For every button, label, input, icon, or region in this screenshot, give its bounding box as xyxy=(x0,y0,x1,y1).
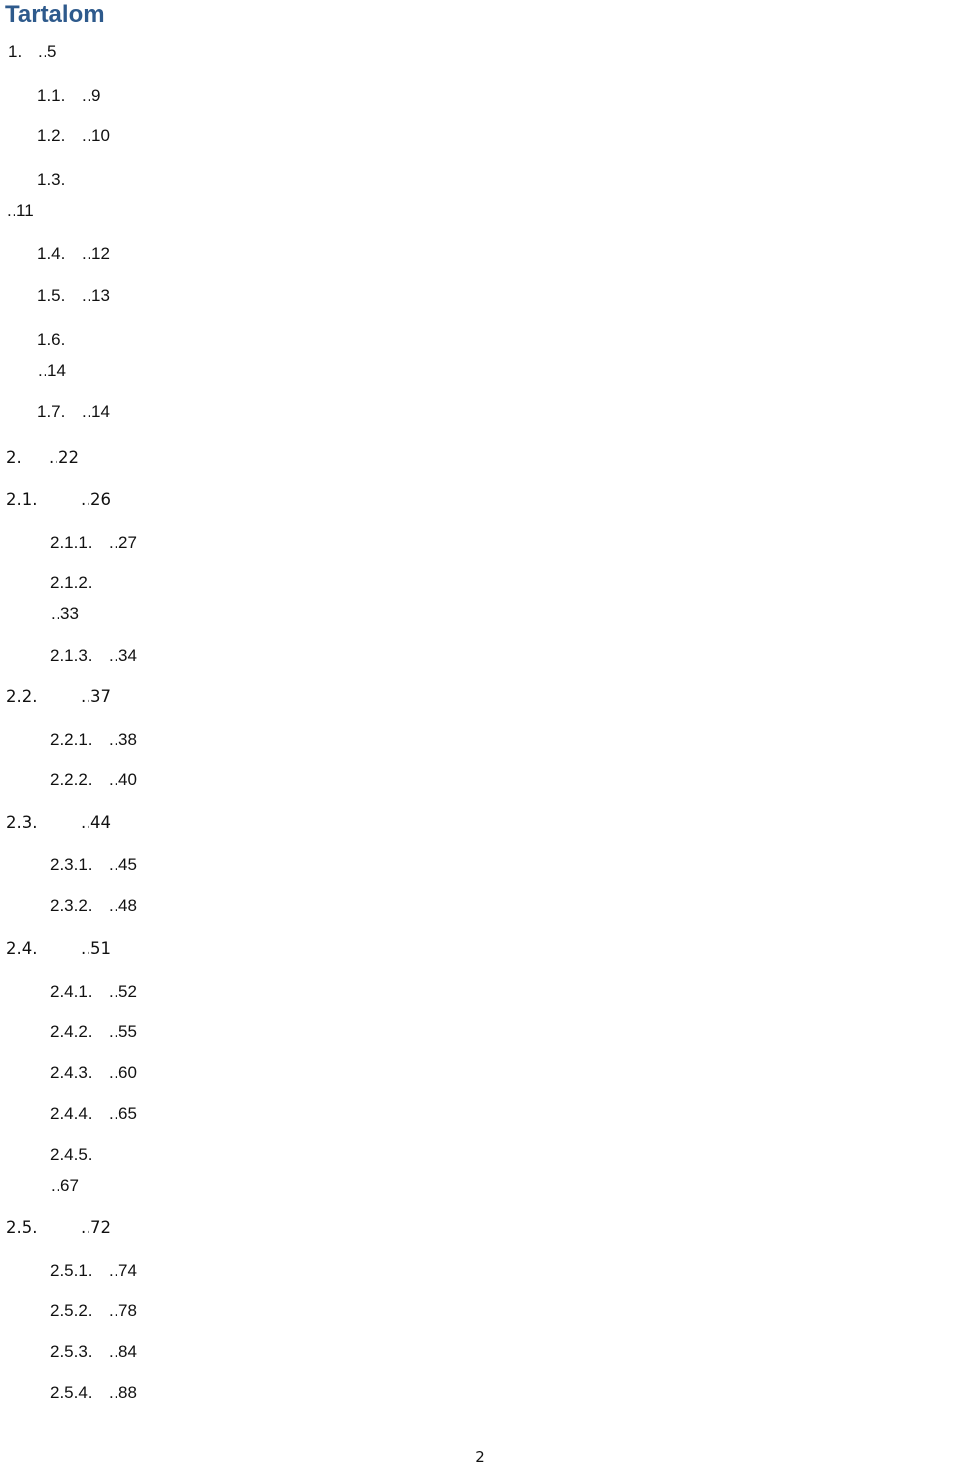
toc-page-number: 88 xyxy=(118,1383,137,1402)
toc-dot-leader xyxy=(109,1021,117,1043)
toc-dot-leader xyxy=(109,895,117,917)
toc-page-number: 11 xyxy=(16,201,34,220)
toc-entry-number: 2.4. xyxy=(6,939,38,958)
toc-entry-number: 1.1. xyxy=(37,86,66,105)
toc-page-number: 14 xyxy=(91,402,110,421)
toc-entry-number: 1.3. xyxy=(37,170,66,189)
toc-page-number: 13 xyxy=(91,286,110,305)
toc-dot-leader xyxy=(109,1103,117,1125)
toc-entry-number: 2.5. xyxy=(6,1218,38,1237)
toc-entry-number: 2.4.5. xyxy=(50,1145,93,1164)
toc-entry-number: 2.2. xyxy=(6,687,38,706)
toc-page-number: 22 xyxy=(58,448,79,467)
toc-page-number: 38 xyxy=(118,730,137,749)
toc-page-number: 37 xyxy=(90,687,111,706)
toc-dot-leader xyxy=(109,1382,117,1404)
toc-entry-number: 2. xyxy=(6,448,22,467)
toc-dot-leader xyxy=(109,1341,117,1363)
toc-entry-number: 2.5.3. xyxy=(50,1342,93,1361)
toc-entry-number: 2.1.3. xyxy=(50,646,93,665)
toc-page-number: 12 xyxy=(91,244,110,263)
toc-entry-number: 2.4.2. xyxy=(50,1022,93,1041)
toc-dot-leader xyxy=(109,1300,117,1322)
toc-page-number: 78 xyxy=(118,1301,137,1320)
toc-entry-number: 2.4.4. xyxy=(50,1104,93,1123)
toc-dot-leader xyxy=(109,532,117,554)
toc-dot-leader xyxy=(49,447,57,469)
toc-entry-number: 2.5.2. xyxy=(50,1301,93,1320)
toc-page-number: 27 xyxy=(118,533,137,552)
toc-dot-leader xyxy=(81,489,89,511)
toc-entry-number: 2.3.2. xyxy=(50,896,93,915)
toc-dot-leader xyxy=(109,981,117,1003)
toc-page-number: 51 xyxy=(90,939,111,958)
toc-dot-leader xyxy=(38,360,46,382)
toc-dot-leader xyxy=(82,243,90,265)
toc-dot-leader xyxy=(81,938,89,960)
toc-dot-leader xyxy=(82,285,90,307)
toc-dot-leader xyxy=(81,1217,89,1239)
toc-entry-number: 1.6. xyxy=(37,330,66,349)
toc-dot-leader xyxy=(82,125,90,147)
toc-page-number: 55 xyxy=(118,1022,137,1041)
toc-page-number: 33 xyxy=(60,604,79,623)
toc-dot-leader xyxy=(109,729,117,751)
toc-page-number: 48 xyxy=(118,896,137,915)
toc-page-number: 60 xyxy=(118,1063,137,1082)
toc-title: Tartalom xyxy=(5,1,105,28)
toc-dot-leader xyxy=(109,645,117,667)
toc-dot-leader xyxy=(82,401,90,423)
toc-page-number: 44 xyxy=(90,813,111,832)
toc-page-number: 74 xyxy=(118,1261,137,1280)
toc-entry-number: 1.4. xyxy=(37,244,66,263)
toc-entry-number: 2.1.1. xyxy=(50,533,93,552)
toc-dot-leader xyxy=(51,603,59,625)
toc-entry-number: 2.4.3. xyxy=(50,1063,93,1082)
toc-entry-number: 1.7. xyxy=(37,402,66,421)
toc-entry-number: 2.5.4. xyxy=(50,1383,93,1402)
toc-page-number: 26 xyxy=(90,490,111,509)
toc-page-number: 10 xyxy=(91,126,110,145)
toc-dot-leader xyxy=(81,686,89,708)
toc-page-number: 45 xyxy=(118,855,137,874)
toc-dot-leader xyxy=(82,85,90,107)
toc-entry-number: 2.2.2. xyxy=(50,770,93,789)
toc-page-number: 65 xyxy=(118,1104,137,1123)
toc-page-number: 14 xyxy=(47,361,66,380)
toc-entry-number: 2.5.1. xyxy=(50,1261,93,1280)
toc-entry-number: 2.2.1. xyxy=(50,730,93,749)
toc-page-number: 34 xyxy=(118,646,137,665)
toc-entry-number: 2.1.2. xyxy=(50,573,93,592)
toc-entry-number: 1.5. xyxy=(37,286,66,305)
toc-page-number: 84 xyxy=(118,1342,137,1361)
toc-entry-number: 2.4.1. xyxy=(50,982,93,1001)
toc-dot-leader xyxy=(109,854,117,876)
toc-page-number: 40 xyxy=(118,770,137,789)
toc-page-number: 67 xyxy=(60,1176,79,1195)
toc-entry-number: 2.1. xyxy=(6,490,38,509)
toc-dot-leader xyxy=(81,812,89,834)
toc-page-number: 72 xyxy=(90,1218,111,1237)
page-number: 2 xyxy=(475,1448,485,1466)
toc-dot-leader xyxy=(109,1062,117,1084)
toc-entry-number: 2.3. xyxy=(6,813,38,832)
toc-entry-number: 2.3.1. xyxy=(50,855,93,874)
toc-dot-leader xyxy=(38,41,46,63)
toc-dot-leader xyxy=(7,200,15,222)
toc-entry-number: 1.2. xyxy=(37,126,66,145)
toc-dot-leader xyxy=(51,1175,59,1197)
toc-dot-leader xyxy=(109,1260,117,1282)
toc-page-number: 9 xyxy=(91,86,101,105)
toc-page-number: 52 xyxy=(118,982,137,1001)
toc-page-number: 5 xyxy=(47,42,57,61)
toc-dot-leader xyxy=(109,769,117,791)
toc-entry-number: 1. xyxy=(8,42,23,61)
